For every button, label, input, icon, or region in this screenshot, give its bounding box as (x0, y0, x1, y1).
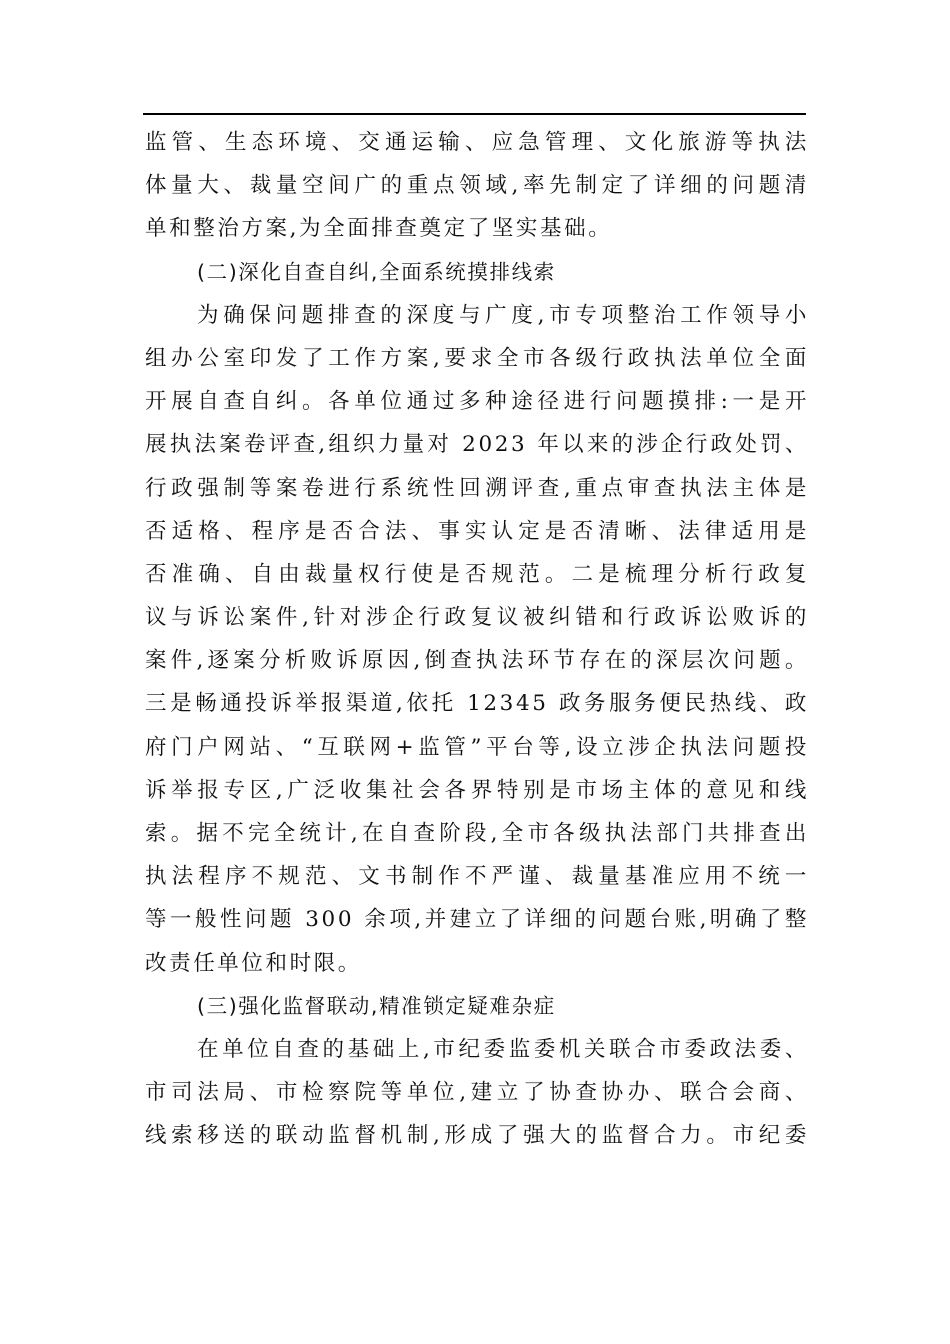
text-line: 行政强制等案卷进行系统性回溯评查,重点审查执法主体是 (145, 475, 809, 501)
text-line: 体量大、裁量空间广的重点领域,率先制定了详细的问题清 (145, 173, 809, 199)
text-line: 展执法案卷评查,组织力量对 2023 年以来的涉企行政处罚、 (145, 432, 809, 458)
text-line: 线索移送的联动监督机制,形成了强大的监督合力。市纪委 (145, 1123, 809, 1149)
text-line: 否适格、程序是否合法、事实认定是否清晰、法律适用是 (145, 518, 809, 544)
text-line: 索。据不完全统计,在自查阶段,全市各级执法部门共排查出 (145, 821, 809, 846)
text-line: 市司法局、市检察院等单位,建立了协查协办、联合会商、 (145, 1080, 809, 1106)
text-line: 府门户网站、“互联网+监管”平台等,设立涉企执法问题投 (145, 734, 809, 760)
header-rule (143, 113, 806, 115)
section-heading-3: (三)强化监督联动,精准锁定疑难杂症 (197, 993, 556, 1018)
document-body (145, 121, 809, 1158)
text-line: 改责任单位和时限。 (145, 950, 362, 976)
text-line: 组办公室印发了工作方案,要求全市各级行政执法单位全面 (145, 345, 809, 371)
text-line: 议与诉讼案件,针对涉企行政复议被纠错和行政诉讼败诉的 (145, 605, 809, 631)
text-line: 三是畅通投诉举报渠道,依托 12345 政务服务便民热线、政 (145, 691, 809, 717)
text-line: 单和整治方案,为全面排查奠定了坚实基础。 (145, 216, 613, 242)
text-line: 等一般性问题 300 余项,并建立了详细的问题台账,明确了整 (145, 907, 809, 933)
text-line: 诉举报专区,广泛收集社会各界特别是市场主体的意见和线 (145, 777, 809, 803)
text-line: 监管、生态环境、交通运输、应急管理、文化旅游等执法 (145, 130, 809, 155)
text-line: 案件,逐案分析败诉原因,倒查执法环节存在的深层次问题。 (145, 648, 809, 674)
section-heading-2: (二)深化自查自纠,全面系统摸排线索 (197, 259, 556, 284)
text-line: 在单位自查的基础上,市纪委监委机关联合市委政法委、 (197, 1036, 809, 1062)
text-line: 执法程序不规范、文书制作不严谨、裁量基准应用不统一 (145, 864, 809, 890)
text-line: 开展自查自纠。各单位通过多种途径进行问题摸排:一是开 (145, 389, 809, 415)
text-line: 为确保问题排查的深度与广度,市专项整治工作领导小 (197, 302, 809, 328)
text-line: 否准确、自由裁量权行使是否规范。二是梳理分析行政复 (145, 561, 809, 587)
